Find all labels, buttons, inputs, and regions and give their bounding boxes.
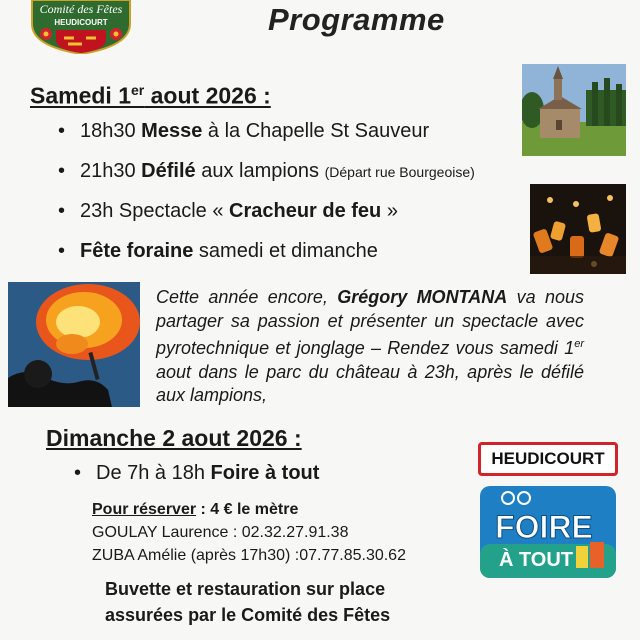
reservation-price: Pour réserver : 4 € le mètre (92, 501, 299, 518)
list-item: • De 7h à 18h Foire à tout (74, 462, 320, 484)
sunday-heading: Dimanche 2 aout 2026 : (46, 425, 302, 451)
logo-subtitle: HEUDICOURT (54, 18, 108, 27)
spectacle-paragraph: Cette année encore, Grégory MONTANA va nous partager sa passion et présenter un spectacle avec pyrotechnique et jonglage – Rendez vous samedi 1er aout dans le parc du château à 23h, après le défilé aux lampions, (156, 287, 584, 405)
page-title: Programme (268, 2, 445, 37)
town-sign: HEUDICOURT (478, 442, 618, 476)
chapel-photo (522, 64, 626, 156)
list-item: • 21h30 Défilé aux lampions (Départ rue Bourgeoise) (58, 160, 475, 182)
foire-a-tout-logo (478, 484, 618, 580)
list-item: • 23h Spectacle « Cracheur de feu » (58, 200, 398, 222)
saturday-heading: Samedi 1er aout 2026 : (30, 82, 271, 109)
foire-logo-line2: À TOUT (498, 549, 574, 571)
reservation-contact: GOULAY Laurence : 02.32.27.91.38 (92, 524, 349, 541)
foire-logo-line1: FOIRE (495, 509, 593, 545)
footer-note: Buvette et restauration sur place assurées par le Comité des Fêtes (105, 579, 391, 625)
logo-title: Comité des Fêtes (39, 2, 123, 16)
fire-breather-photo (8, 282, 140, 407)
lanterns-photo (530, 184, 626, 274)
reservation-block (92, 498, 406, 567)
list-item: • 18h30 Messe à la Chapelle St Sauveur (58, 120, 430, 142)
reservation-contact: ZUBA Amélie (après 17h30) :07.77.85.30.62 (92, 547, 406, 564)
comite-logo (28, 0, 134, 54)
list-item: • Fête foraine samedi et dimanche (58, 240, 378, 262)
